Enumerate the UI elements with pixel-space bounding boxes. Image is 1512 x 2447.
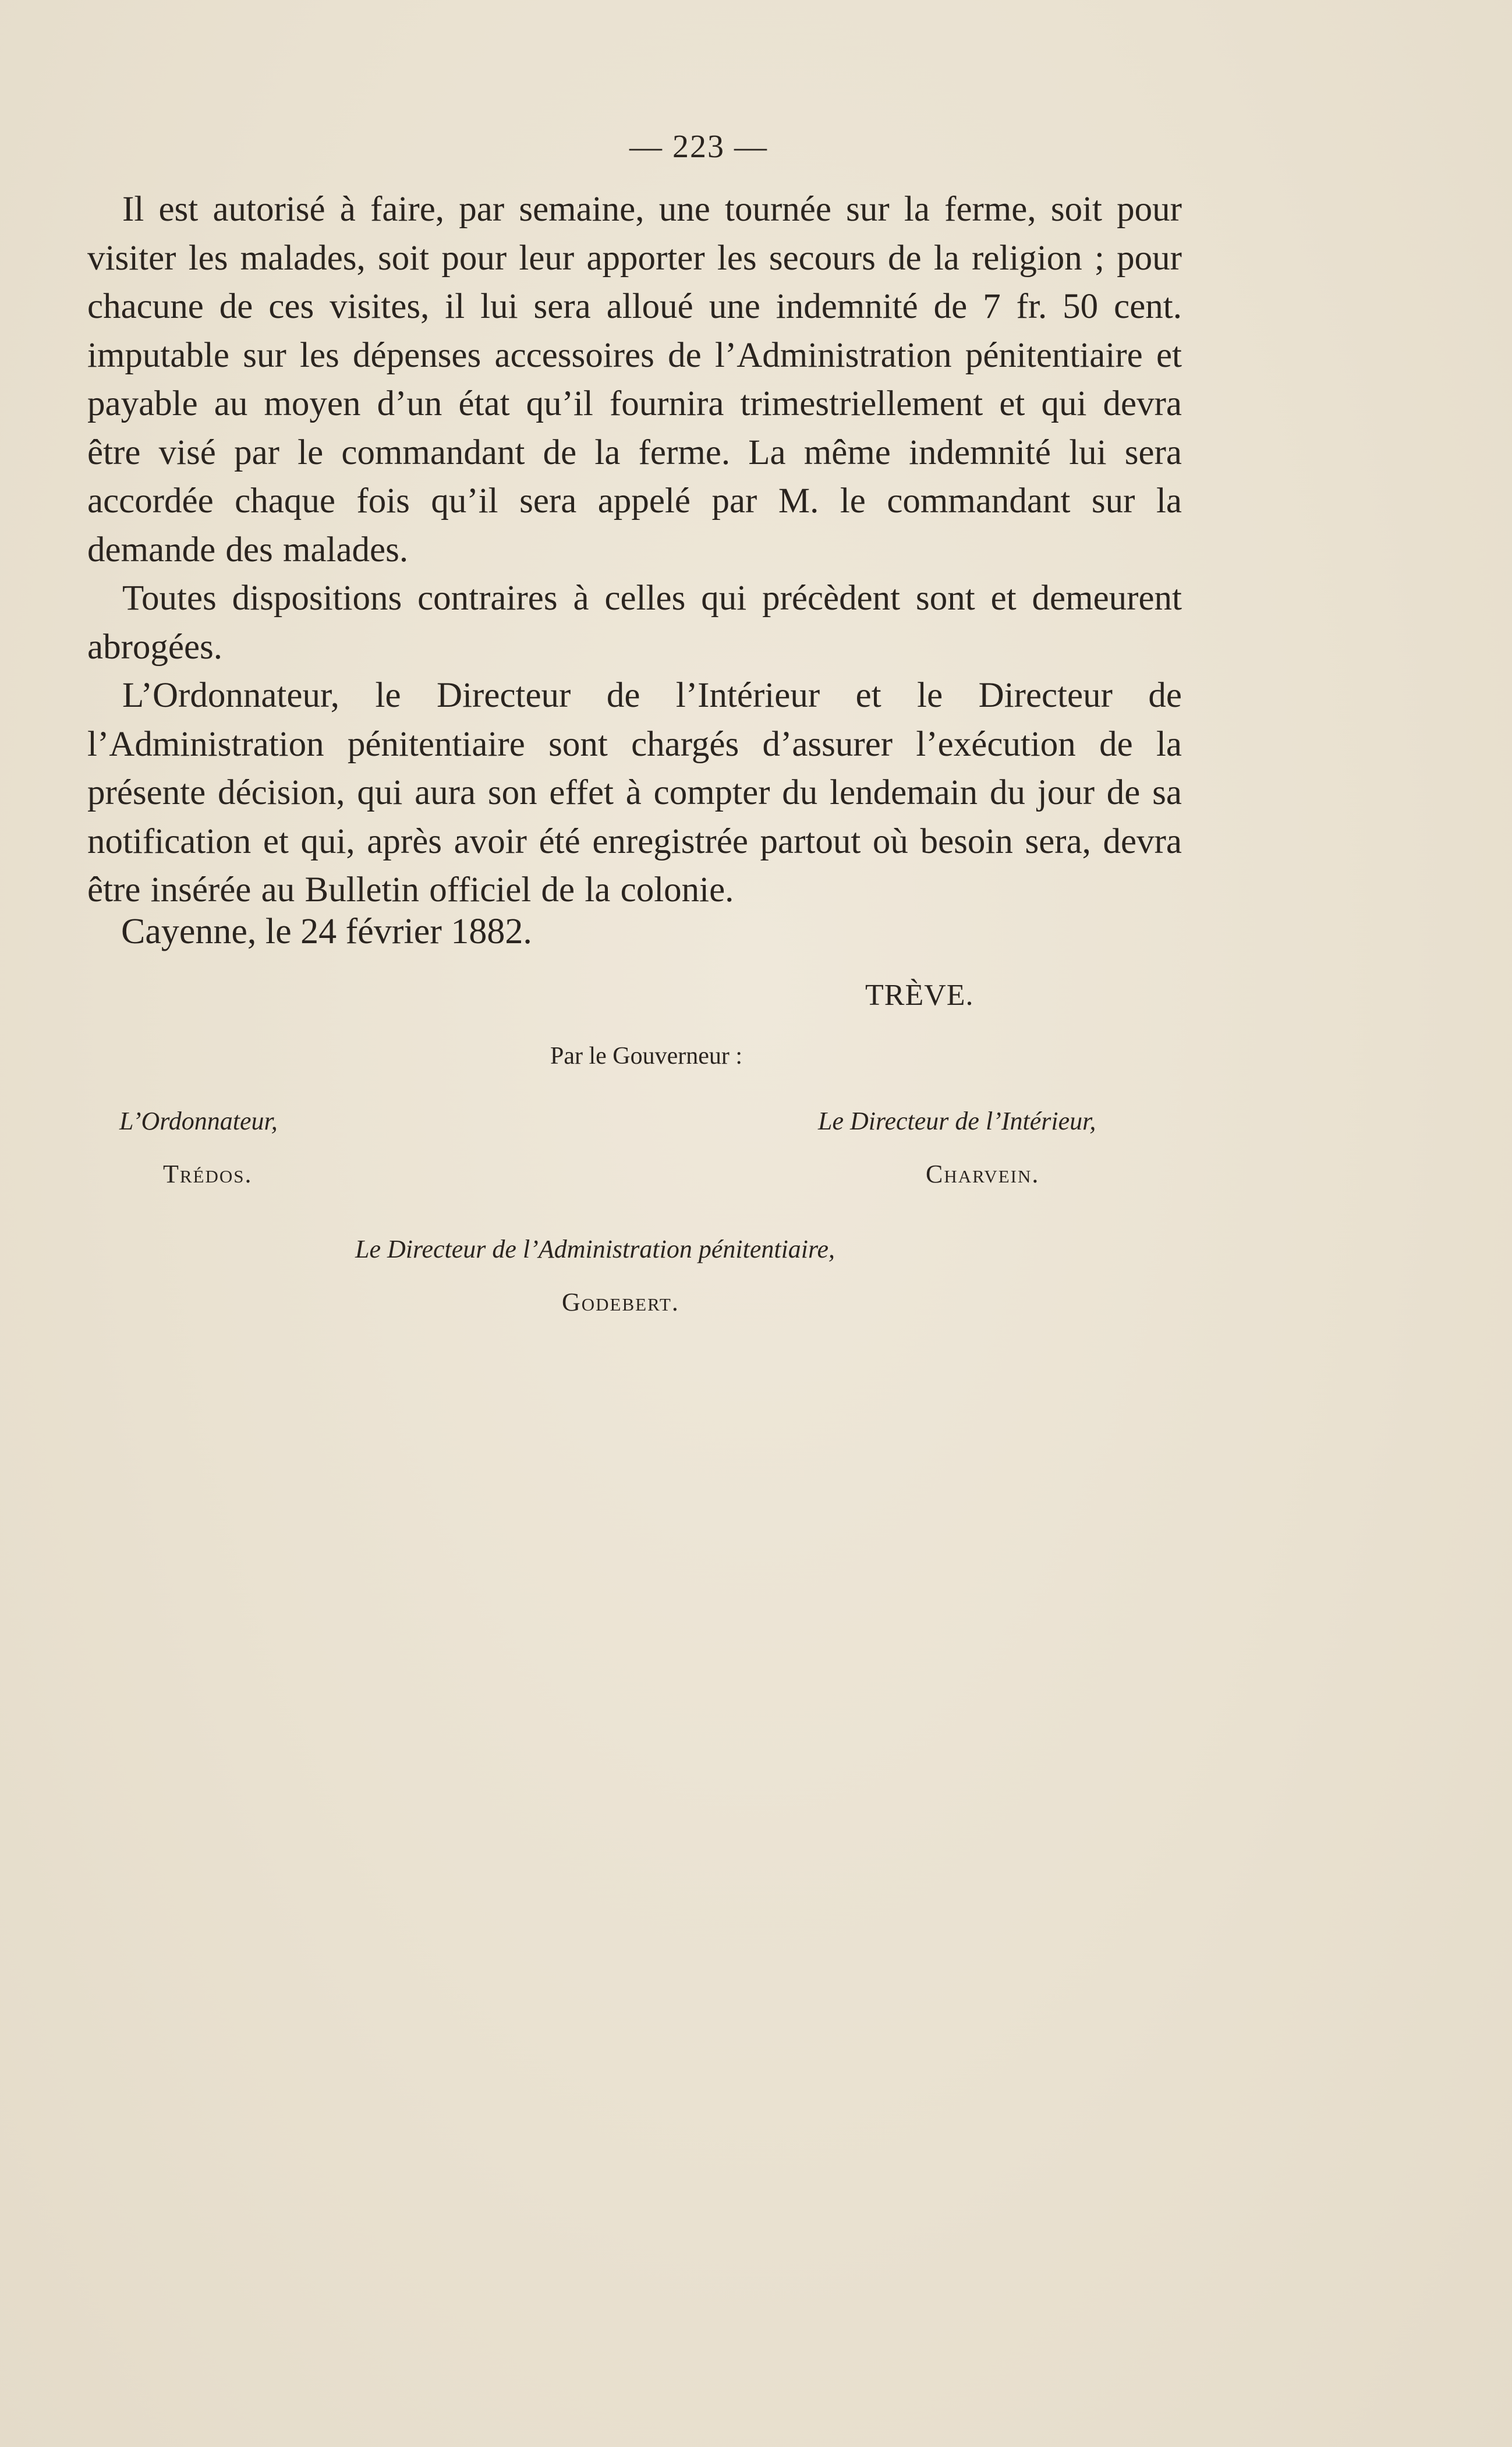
dateline: Cayenne, le 24 février 1882. bbox=[121, 912, 532, 951]
signature-name: Charvein. bbox=[926, 1160, 1040, 1188]
page-number: — 223 — bbox=[629, 129, 768, 165]
governor-signature: TRÈVE. bbox=[865, 979, 974, 1012]
signature-role: Le Directeur de l’Intérieur, bbox=[818, 1107, 1096, 1135]
signature-directeur-penitentiaire bbox=[355, 1234, 835, 1317]
signature-name: Trédos. bbox=[163, 1160, 253, 1188]
signature-role: L’Ordonnateur, bbox=[119, 1107, 278, 1135]
by-governor-line: Par le Gouverneur : bbox=[550, 1043, 743, 1070]
body-text bbox=[87, 185, 1182, 915]
signature-ordonnateur bbox=[119, 1106, 278, 1189]
paragraph-tournee: Il est autorisé à faire, par semaine, une tournée sur la ferme, soit pour visiter les malades, soit pour leur apporter les secours de la religion ; pour chacune de ces visites, il lui sera alloué une indemnité de 7 fr. 50 cent. imputable sur les dépenses accessoires de l’Administration pénitentiaire et payable au moyen d’un état qu’il fournira trimestriellement et qui devra être visé par le commandant de la ferme. La même indemnité lui sera accordée chaque fois qu’il sera appelé par M. le commandant sur la demande des malades. bbox=[87, 190, 1182, 569]
paragraph-abrogation: Toutes dispositions contraires à celles qui précèdent sont et demeurent abrogées. bbox=[87, 579, 1182, 667]
signature-name: Godebert. bbox=[562, 1288, 679, 1316]
signature-directeur-interieur bbox=[818, 1106, 1096, 1189]
signature-role: Le Directeur de l’Administration pénitentiaire, bbox=[355, 1235, 835, 1263]
paragraph-execution: L’Ordonnateur, le Directeur de l’Intérieur et le Directeur de l’Administration pénitentiaire sont chargés d’assurer l’exécution de la présente décision, qui aura son effet à compter du lendemain du jour de sa notification et qui, après avoir été enregistrée partout où besoin sera, devra être insérée au Bulletin officiel de la colonie. bbox=[87, 676, 1182, 909]
